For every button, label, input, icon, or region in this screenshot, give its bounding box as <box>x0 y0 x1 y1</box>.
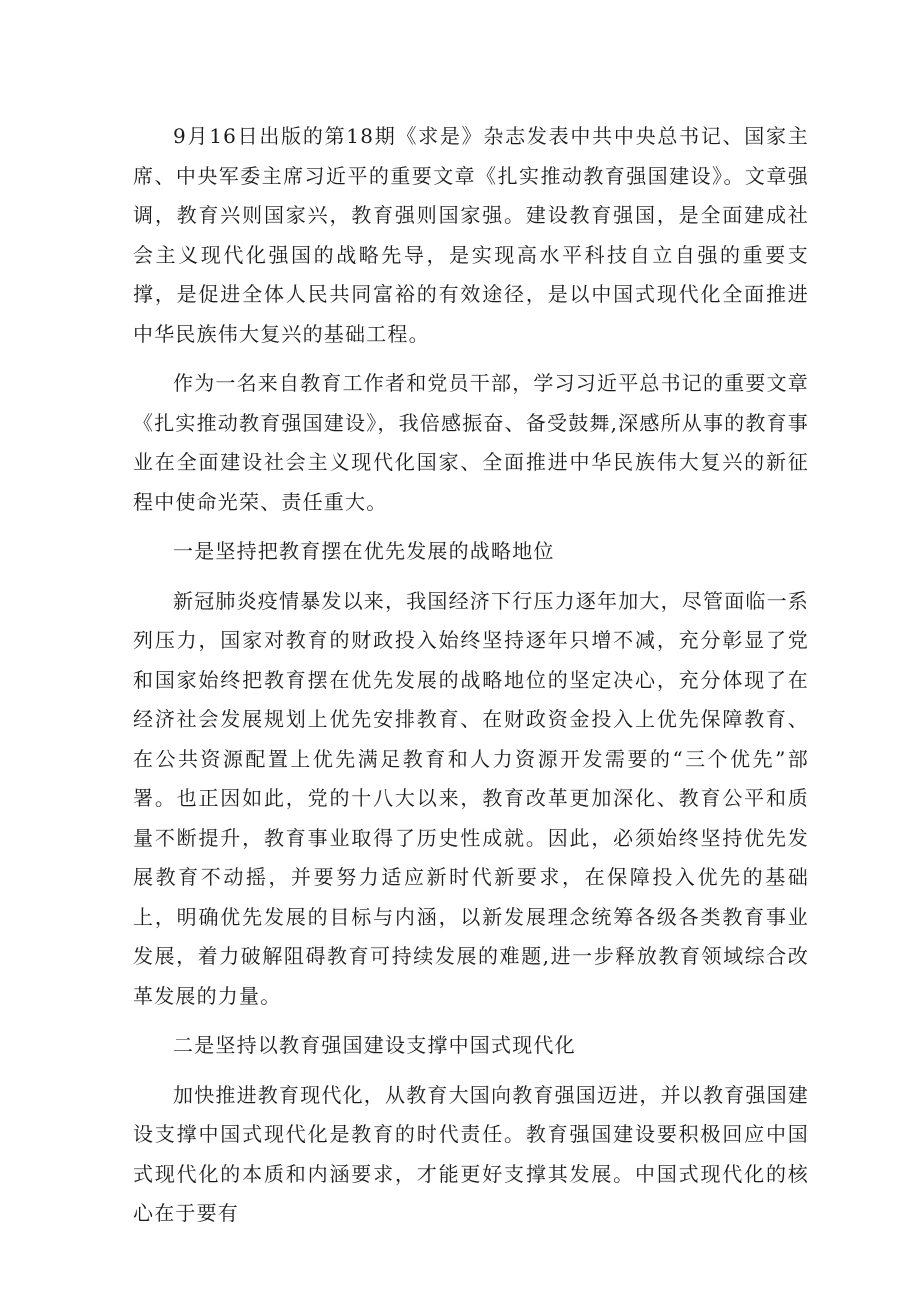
reflection-paragraph: 作为一名来自教育工作者和党员干部，学习习近平总书记的重要文章《扎实推动教育强国建设》，我倍感振奋、备受鼓舞,深感所从事的教育事业在全面建设社会主义现代化国家、全面推进中华民族伟大复兴的新征程中使命光荣、责任重大。 <box>133 371 809 514</box>
section-1-heading: 一是坚持把教育摆在优先发展的战略地位 <box>173 539 555 563</box>
document-body <box>133 117 809 1234</box>
section-2-heading: 二是坚持以教育强国建设支撑中国式现代化 <box>173 1033 576 1057</box>
intro-paragraph: 9月16日出版的第18期《求是》杂志发表中共中央总书记、国家主席、中央军委主席习近平的重要文章《扎实推动教育强国建设》。文章强调，教育兴则国家兴，教育强则国家强。建设教育强国，是全面建成社会主义现代化强国的战略先导，是实现高水平科技自立自强的重要支撑，是促进全体人民共同富裕的有效途径，是以中国式现代化全面推进中华民族伟大复兴的基础工程。 <box>133 124 809 346</box>
section-2-body: 加快推进教育现代化，从教育大国向教育强国迈进，并以教育强国建设支撑中国式现代化是教育的时代责任。教育强国建设要积极回应中国式现代化的本质和内涵要求，才能更好支撑其发展。中国式现代化的核心在于要有 <box>133 1082 809 1225</box>
section-1-body: 新冠肺炎疫情暴发以来，我国经济下行压力逐年加大，尽管面临一系列压力，国家对教育的财政投入始终坚持逐年只增不减，充分彰显了党和国家始终把教育摆在优先发展的战略地位的坚定决心，充分体现了在经济社会发展规划上优先安排教育、在财政资金投入上优先保障教育、在公共资源配置上优先满足教育和人力资源开发需要的“三个优先”部署。也正因如此，党的十八大以来，教育改革更加深化、教育公平和质量不断提升，教育事业取得了历史性成就。因此，必须始终坚持优先发展教育不动摇，并要努力适应新时代新要求，在保障投入优先的基础上，明确优先发展的目标与内涵，以新发展理念统筹各级各类教育事业发展，着力破解阻碍教育可持续发展的难题,进一步释放教育领域综合改革发展的力量。 <box>133 588 809 1008</box>
